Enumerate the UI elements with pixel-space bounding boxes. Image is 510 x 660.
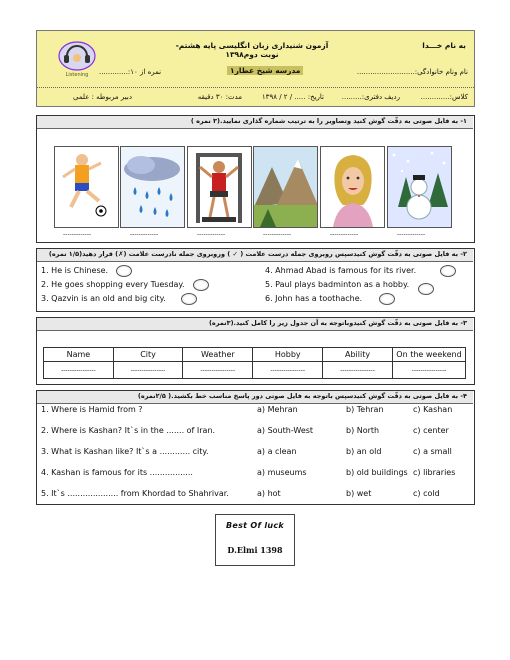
q3-header-weather: Weather: [183, 348, 253, 362]
q4-instruction: ۴- به فایل صوتی به دقّت گوش کنیدسپس باتوجه به فایل صوتی دور پاسخ مناسب خط بکشید.( ۲/۵نمره): [137, 392, 467, 400]
q2-answer-oval-2[interactable]: [193, 279, 209, 291]
picture-mountain: [253, 146, 318, 228]
q2-statement-2: 2. He goes shopping every Tuesday.: [41, 280, 185, 289]
q4-instruction-bar: [37, 391, 473, 404]
q2-statement-6: 6. John has a toothache.: [265, 294, 363, 303]
q2-statement-4: 4. Ahmad Abad is famous for its river.: [265, 266, 417, 275]
q3-cell-weather[interactable]: ----------------: [183, 362, 253, 379]
q4-option-5c[interactable]: c) cold: [413, 489, 440, 498]
q2-instruction-bar: [37, 249, 473, 262]
q4-option-2c[interactable]: c) center: [413, 426, 449, 435]
name-field[interactable]: نام ونام خانوادگی:..........................: [356, 68, 468, 76]
record-field[interactable]: ردیف دفتری:.........: [341, 93, 400, 101]
q4-option-1b[interactable]: b) Tehran: [346, 405, 384, 414]
q4-option-4b[interactable]: b) old buildings: [346, 468, 408, 477]
q3-cell-ability[interactable]: ----------------: [323, 362, 393, 379]
q3-cell-city[interactable]: ----------------: [113, 362, 183, 379]
q2-answer-oval-4[interactable]: [440, 265, 456, 277]
picture-exercise: [187, 146, 252, 228]
q2-answer-oval-1[interactable]: [116, 265, 132, 277]
q3-header-ability: Ability: [323, 348, 393, 362]
q2-answer-oval-5[interactable]: [418, 283, 434, 295]
picture-woman: [320, 146, 385, 228]
teacher-label: دبیر مربوطه : علمی: [73, 93, 132, 101]
q3-header-city: City: [113, 348, 183, 362]
snowman-winter-icon: [388, 147, 451, 227]
q4-option-4a[interactable]: a) museums: [257, 468, 307, 477]
q3-header-hobby: Hobby: [253, 348, 323, 362]
q3-cell-weekend[interactable]: ----------------: [392, 362, 465, 379]
duration-label: مدت: ۳۰ دقیقه: [197, 93, 242, 101]
q2-instruction: ۲- به فایل صوتی به دقّت گوش کنیدسپس روبروی جمله درست علامت ( ✓ ) وروبروی جمله نادرست علامت (✗) قرار دهید(۱/۵ نمره): [48, 250, 467, 258]
q4-option-3a[interactable]: a) a clean: [257, 447, 297, 456]
q4-question-1: 1. Where is Hamid from ?: [41, 405, 143, 414]
q1-blank-5[interactable]: -------------: [330, 231, 359, 238]
class-field[interactable]: کلاس:.............: [420, 93, 468, 101]
picture-rain: [120, 146, 185, 228]
q2-statement-5: 5. Paul plays badminton as a hobby.: [265, 280, 410, 289]
q1-instruction: ۱- به فایل صوتی به دقّت گوش کنید وتصاویر را به ترتیب شماره گذاری نمایید.(۳ نمره ): [190, 117, 467, 125]
soccer-player-icon: [55, 147, 118, 227]
q1-blank-1[interactable]: -------------: [63, 231, 92, 238]
mountain-landscape-icon: [254, 147, 317, 227]
q4-option-3c[interactable]: c) a small: [413, 447, 452, 456]
best-of-luck-text: Best Of luck: [225, 521, 285, 530]
header-divider: [37, 87, 474, 88]
exam-header: [36, 30, 475, 107]
picture-soccer: [54, 146, 119, 228]
q4-option-4c[interactable]: c) libraries: [413, 468, 456, 477]
q4-option-3b[interactable]: b) an old: [346, 447, 382, 456]
q4-option-1a[interactable]: a) Mehran: [257, 405, 298, 414]
woman-portrait-icon: [321, 147, 384, 227]
q4-option-1c[interactable]: c) Kashan: [413, 405, 453, 414]
q3-cell-name[interactable]: ----------------: [44, 362, 114, 379]
q4-question-3: 3. What is Kashan like? It`s a ............ city.: [41, 447, 209, 456]
q3-header-weekend: On the weekend: [392, 348, 465, 362]
q4-question-5: 5. It`s .................... from Khordad to Shahrivar.: [41, 489, 229, 498]
date-field[interactable]: تاریخ: ..... / ۲ / ۱۳۹۸: [261, 93, 324, 101]
q2-answer-oval-3[interactable]: [181, 293, 197, 305]
q2-statement-3: 3. Qazvin is an old and big city.: [41, 294, 166, 303]
signature-text: D.Elmi 1398: [227, 545, 283, 555]
q1-blank-6[interactable]: -------------: [397, 231, 426, 238]
exercise-machine-icon: [188, 147, 251, 227]
q4-option-2b[interactable]: b) North: [346, 426, 380, 435]
bismillah: به نام خـــدا: [422, 41, 466, 50]
q1-instruction-bar: [37, 116, 473, 129]
q1-blank-2[interactable]: -------------: [130, 231, 159, 238]
q3-header-name: Name: [44, 348, 114, 362]
q1-blank-4[interactable]: -------------: [263, 231, 292, 238]
q4-option-5a[interactable]: a) hot: [257, 489, 281, 498]
q2-statement-1: 1. He is Chinese.: [41, 266, 109, 275]
q3-instruction: ۳- به فایل صوتی به دقّت گوش کنیدوباتوجه به آن جدول زیر را کامل کنید.(۳نمره): [208, 319, 467, 327]
school-name: مدرسه شیخ عطار۱: [227, 66, 303, 75]
score-field[interactable]: نمره از ۱۰:.............: [99, 68, 162, 76]
listening-logo: [57, 40, 97, 72]
best-of-luck-stamp: [215, 514, 295, 566]
exam-title: آزمون شنیداری زبان انگلیسی پایه هشتم-نوبت دوم۱۳۹۸: [175, 41, 329, 59]
rain-cloud-icon: [121, 147, 184, 227]
q4-question-2: 2. Where is Kashan? It`s in the ....... of Iran.: [41, 426, 216, 435]
q3-instruction-bar: [37, 318, 473, 331]
q4-option-2a[interactable]: a) South-West: [257, 426, 314, 435]
q3-cell-hobby[interactable]: ----------------: [253, 362, 323, 379]
picture-snowman: [387, 146, 452, 228]
q4-option-5b[interactable]: b) wet: [346, 489, 372, 498]
q3-table: [43, 347, 466, 379]
logo-text: Listening: [65, 72, 89, 78]
q2-answer-oval-6[interactable]: [379, 293, 395, 305]
q1-blank-3[interactable]: -------------: [197, 231, 226, 238]
q4-question-4: 4. Kashan is famous for its .................: [41, 468, 193, 477]
